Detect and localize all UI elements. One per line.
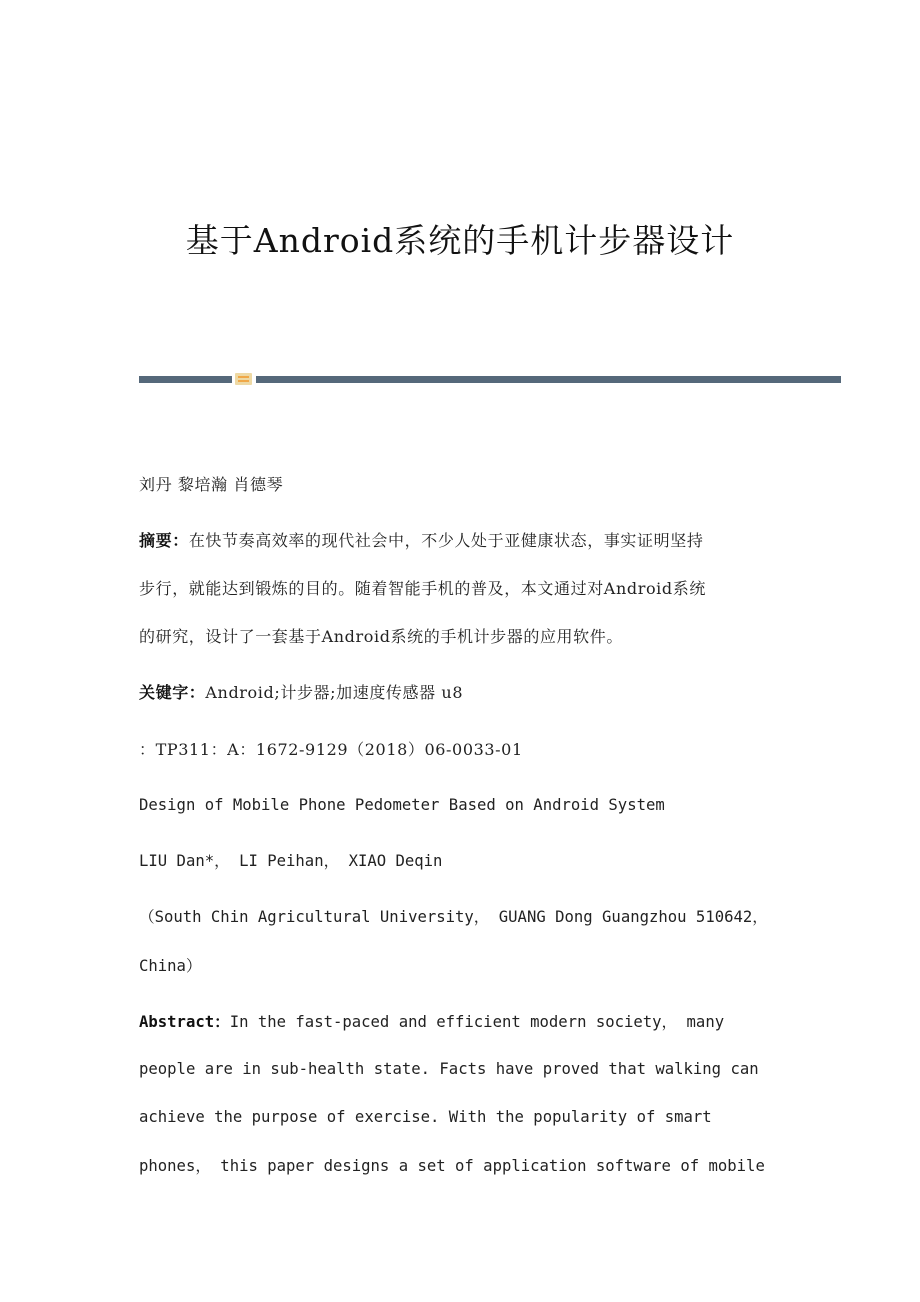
abstract-en-line-4: phones， this paper designs a set of application software of mobile	[139, 1157, 765, 1175]
authors-cn: 刘丹 黎培瀚 肖德琴	[139, 475, 284, 494]
abstract-cn-line-1	[139, 528, 703, 551]
divider-bar-left	[139, 376, 232, 383]
abstract-cn-text: 在快节奏高效率的现代社会中，不少人处于亚健康状态，事实证明坚持	[188, 531, 704, 550]
keywords-cn-value: Android;计步器;加速度传感器 u8	[205, 683, 464, 702]
abstract-en-text: In the fast-paced and efficient modern society， many	[229, 1013, 725, 1031]
keywords-cn-label: 关键字：	[139, 683, 206, 702]
title-divider	[139, 372, 841, 386]
abstract-cn-line-3: 的研究，设计了一套基于Android系统的手机计步器的应用软件。	[139, 627, 623, 646]
divider-bar-right	[256, 376, 841, 383]
paper-title: 基于Android系统的手机计步器设计	[185, 221, 735, 260]
divider-emblem-icon	[235, 373, 252, 385]
abstract-en-line-3: achieve the purpose of exercise. With the popularity of smart	[139, 1108, 712, 1126]
classification-codes: ：TP311：A：1672-9129（2018）06-0033-01	[139, 740, 523, 759]
title-en: Design of Mobile Phone Pedometer Based on Android System	[139, 796, 665, 814]
keywords-cn	[139, 680, 463, 703]
abstract-en-line-1	[139, 1010, 724, 1032]
authors-en: LIU Dan*， LI Peihan， XIAO Deqin	[139, 852, 443, 870]
abstract-cn-line-2: 步行，就能达到锻炼的目的。随着智能手机的普及，本文通过对Android系统	[139, 579, 706, 598]
affiliation-en-line-1: （South Chin Agricultural University， GUANG Dong Guangzhou 510642，	[139, 908, 768, 926]
affiliation-en-line-2: China）	[139, 957, 202, 975]
abstract-cn-label: 摘要：	[139, 531, 189, 550]
abstract-en-label: Abstract：	[139, 1013, 230, 1031]
abstract-en-line-2: people are in sub-health state. Facts have proved that walking can	[139, 1060, 759, 1078]
